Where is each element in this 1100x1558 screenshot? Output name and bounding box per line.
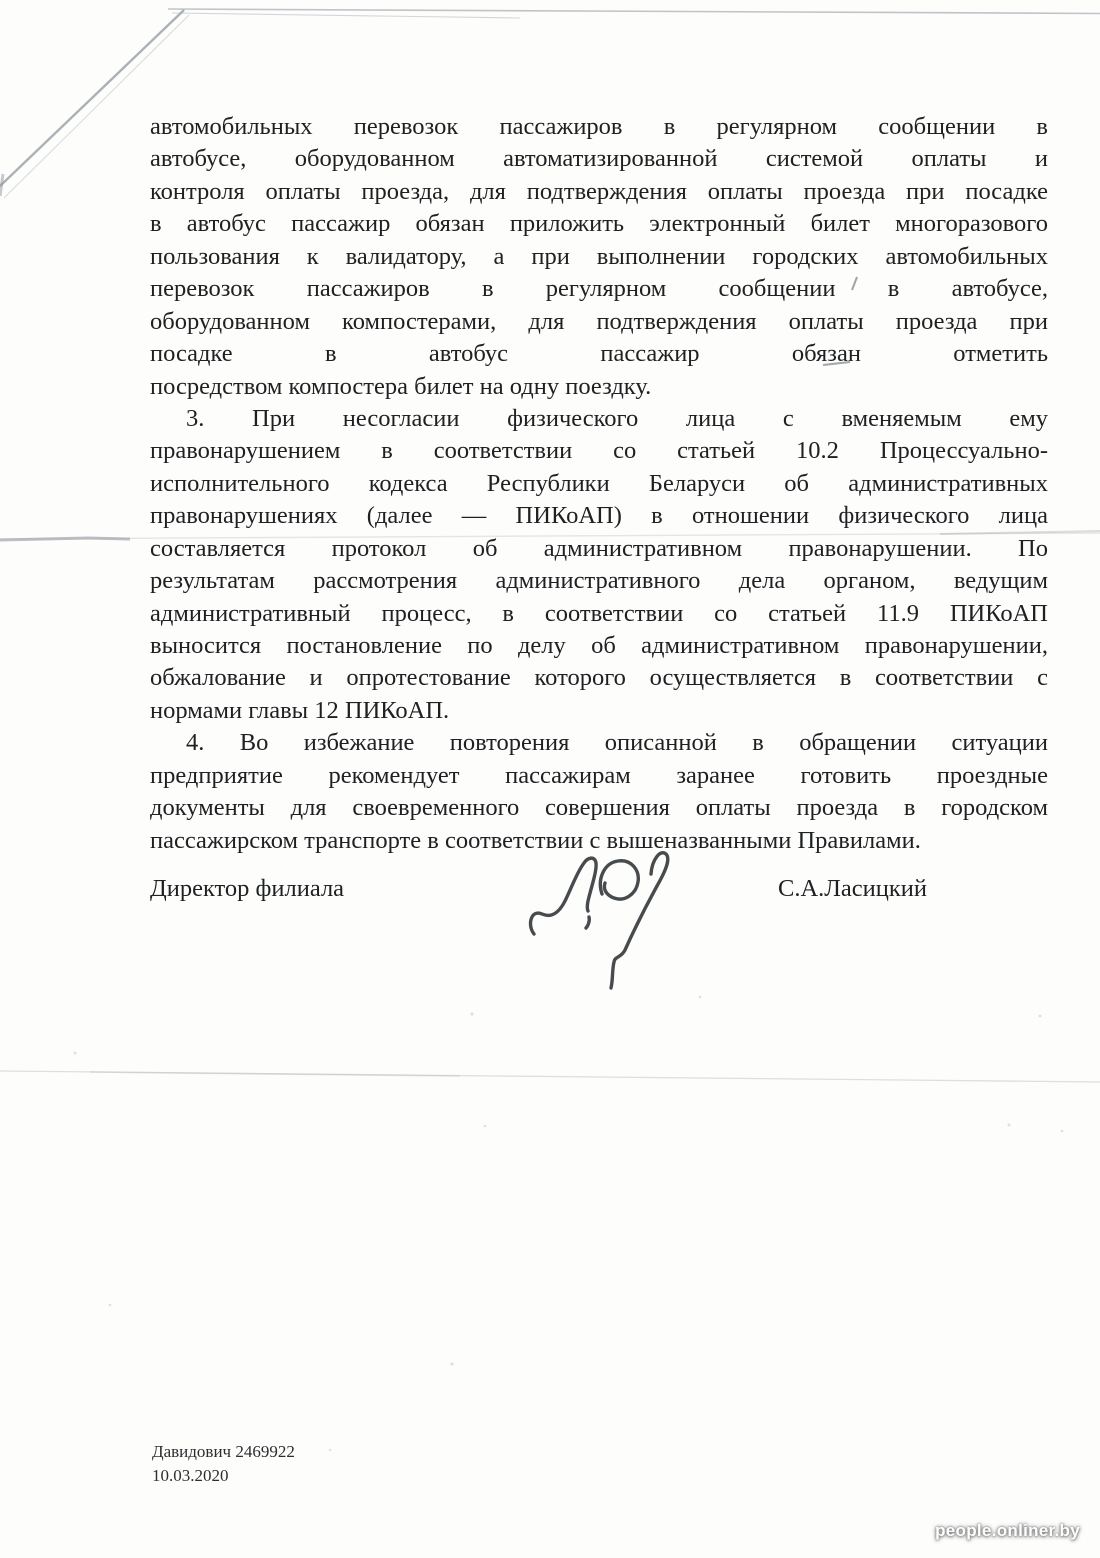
text-line: автобусе, оборудованном автоматизированной системой оплаты и	[150, 145, 1048, 173]
text-line: в автобус пассажир обязан приложить электронный билет многоразового	[150, 210, 1048, 238]
text-line: посредством компостера билет на одну поездку.	[150, 372, 652, 400]
text-line: посадке в автобус пассажир обязан отметить	[150, 340, 1048, 368]
text-line: перевозок пассажиров в регулярном сообщении в автобусе,	[150, 275, 1048, 303]
text-line: правонарушениях (далее — ПИКоАП) в отношении физического лица	[150, 502, 1048, 530]
crease-lower-dark-segment	[90, 1072, 460, 1076]
text-line: нормами главы 12 ПИКоАП.	[150, 696, 450, 724]
text-line: выносится постановление по делу об административном правонарушении,	[150, 632, 1048, 659]
text-line: оборудованном компостерами, для подтверждения оплаты проезда при	[150, 307, 1048, 335]
signoff-title: Директор филиала	[150, 875, 345, 902]
watermark: people.onliner.by	[935, 1521, 1080, 1540]
text-line: административный процесс, в соответствии со статьей 11.9 ПИКоАП	[150, 599, 1048, 627]
page-edge-top-line	[168, 9, 1100, 14]
footer	[152, 1440, 295, 1487]
scan-noise-dots	[74, 996, 1064, 1452]
text-line: правонарушением в соответствии со статьей 10.2 Процессуально-	[150, 437, 1048, 465]
signoff-name: С.А.Ласицкий	[778, 875, 927, 902]
text-line: результатам рассмотрения административного дела органом, ведущим	[150, 567, 1048, 595]
text-line: составляется протокол об административном правонарушении. По	[150, 534, 1048, 562]
text-line: контроля оплаты проезда, для подтверждения оплаты проезда при посадке	[150, 177, 1048, 205]
page-edge-top-line-shadow	[172, 13, 520, 18]
text-line: пользования к валидатору, а при выполнении городских автомобильных	[150, 242, 1048, 270]
text-line: предприятие рекомендует пассажирам заранее готовить проездные	[150, 761, 1048, 789]
signoff-row	[150, 873, 1048, 905]
text-line: 4. Во избежание повторения описанной в обращении ситуации	[186, 729, 1048, 757]
crease-lower-line	[0, 1071, 1100, 1082]
document-body	[150, 111, 1048, 857]
text-line: документы для своевременного совершения оплаты проезда в городском	[150, 794, 1048, 822]
footer-author-ref: Давидович 2469922	[152, 1442, 295, 1461]
footer-date: 10.03.2020	[152, 1465, 229, 1485]
text-line: автомобильных перевозок пассажиров в регулярном сообщении в	[150, 113, 1048, 140]
corner-fold-edge-blob	[0, 174, 3, 196]
text-line: исполнительного кодекса Республики Беларуси об административных	[150, 469, 1048, 497]
text-line: пассажирском транспорте в соответствии с вышеназванными Правилами.	[150, 826, 921, 854]
crease-mid-left-dash	[0, 538, 130, 540]
text-line: обжалование и опротестование которого осуществляется в соответствии с	[150, 664, 1048, 692]
text-line: 3. При несогласии физического лица с вменяемым ему	[186, 404, 1048, 432]
